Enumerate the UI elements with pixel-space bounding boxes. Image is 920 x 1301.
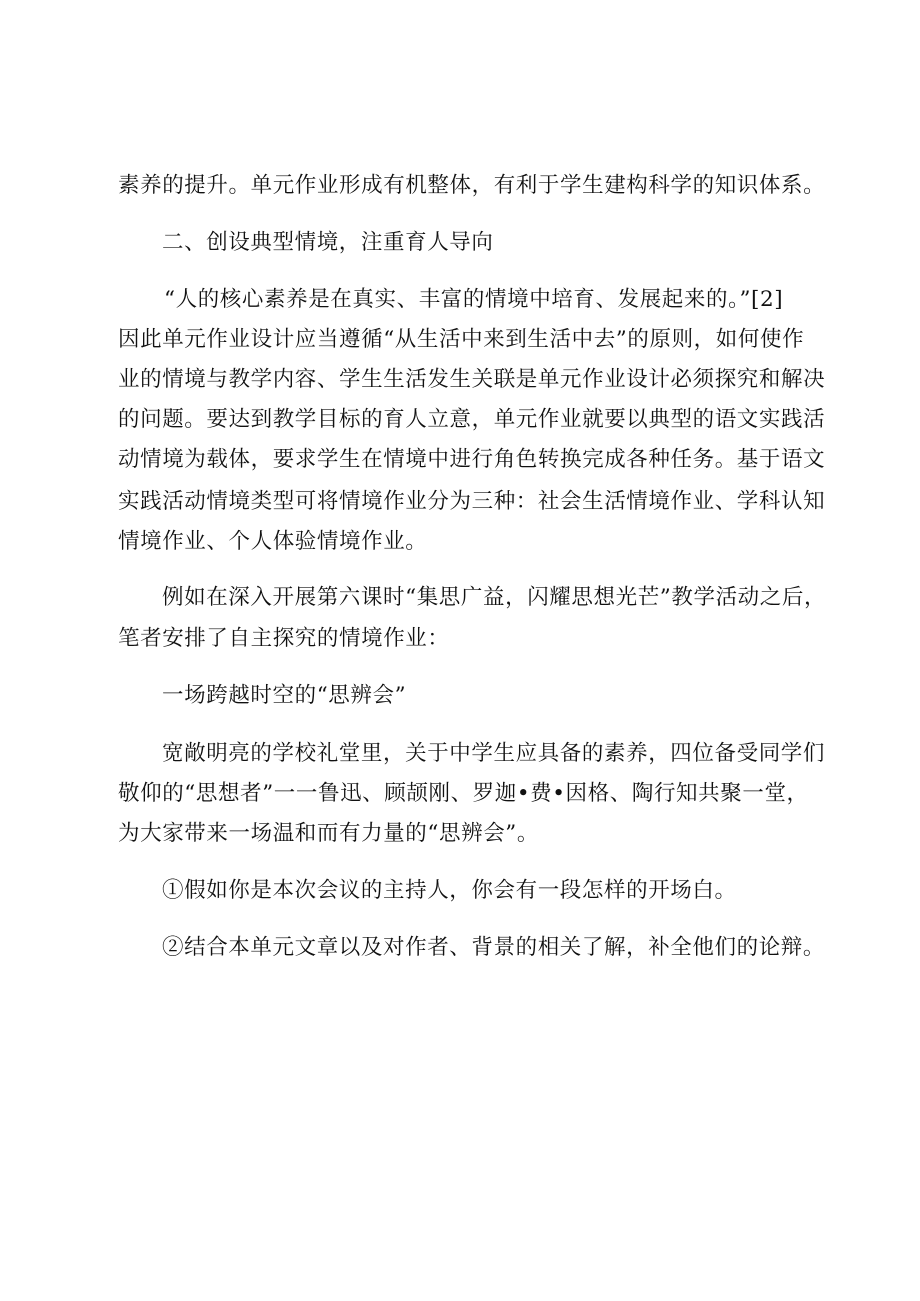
text-line-5: 业的情境与教学内容、学生生活发生关联是单元作业设计必须探究和解决: [118, 367, 826, 392]
text-line-7: 动情境为载体，要求学生在情境中进行角色转换完成各种任务。基于语文: [118, 447, 826, 472]
text-line-13: 宽敞明亮的学校礼堂里，关于中学生应具备的素养，四位备受同学们: [162, 741, 826, 766]
text-line-9: 情境作业、个人体验情境作业。: [118, 529, 428, 554]
section-heading: 二、创设典型情境，注重育人导向: [162, 230, 494, 255]
text-line-11: 笔者安排了自主探究的情境作业：: [118, 626, 450, 651]
text-line-14: 敬仰的“思想者”一一鲁迅、顾颉刚、罗迦•费•因格、陶行知共聚一堂，: [118, 781, 809, 806]
quotation-line: “人的核心素养是在真实、丰富的情境中培育、发展起来的。”[2]: [164, 287, 784, 312]
task-item-1: ①假如你是本次会议的主持人，你会有一段怎样的开场白。: [162, 878, 737, 903]
text-line-10: 例如在深入开展第六课时“集思广益，闪耀思想光芒”教学活动之后，: [162, 585, 827, 610]
text-line-6: 的问题。要达到教学目标的育人立意，单元作业就要以典型的语文实践活: [118, 407, 826, 432]
task-item-2: ②结合本单元文章以及对作者、背景的相关了解，补全他们的论辩。: [162, 935, 826, 960]
text-line-15: 为大家带来一场温和而有力量的“思辨会”。: [118, 821, 539, 846]
activity-title: 一场跨越时空的“思辨会”: [162, 683, 407, 708]
text-line-4: 因此单元作业设计应当遵循“从生活中来到生活中去”的原则，如何使作: [118, 327, 805, 352]
text-line-8: 实践活动情境类型可将情境作业分为三种：社会生活情境作业、学科认知: [118, 489, 826, 514]
text-line-1: 素养的提升。单元作业形成有机整体，有利于学生建构科学的知识体系。: [118, 173, 826, 198]
